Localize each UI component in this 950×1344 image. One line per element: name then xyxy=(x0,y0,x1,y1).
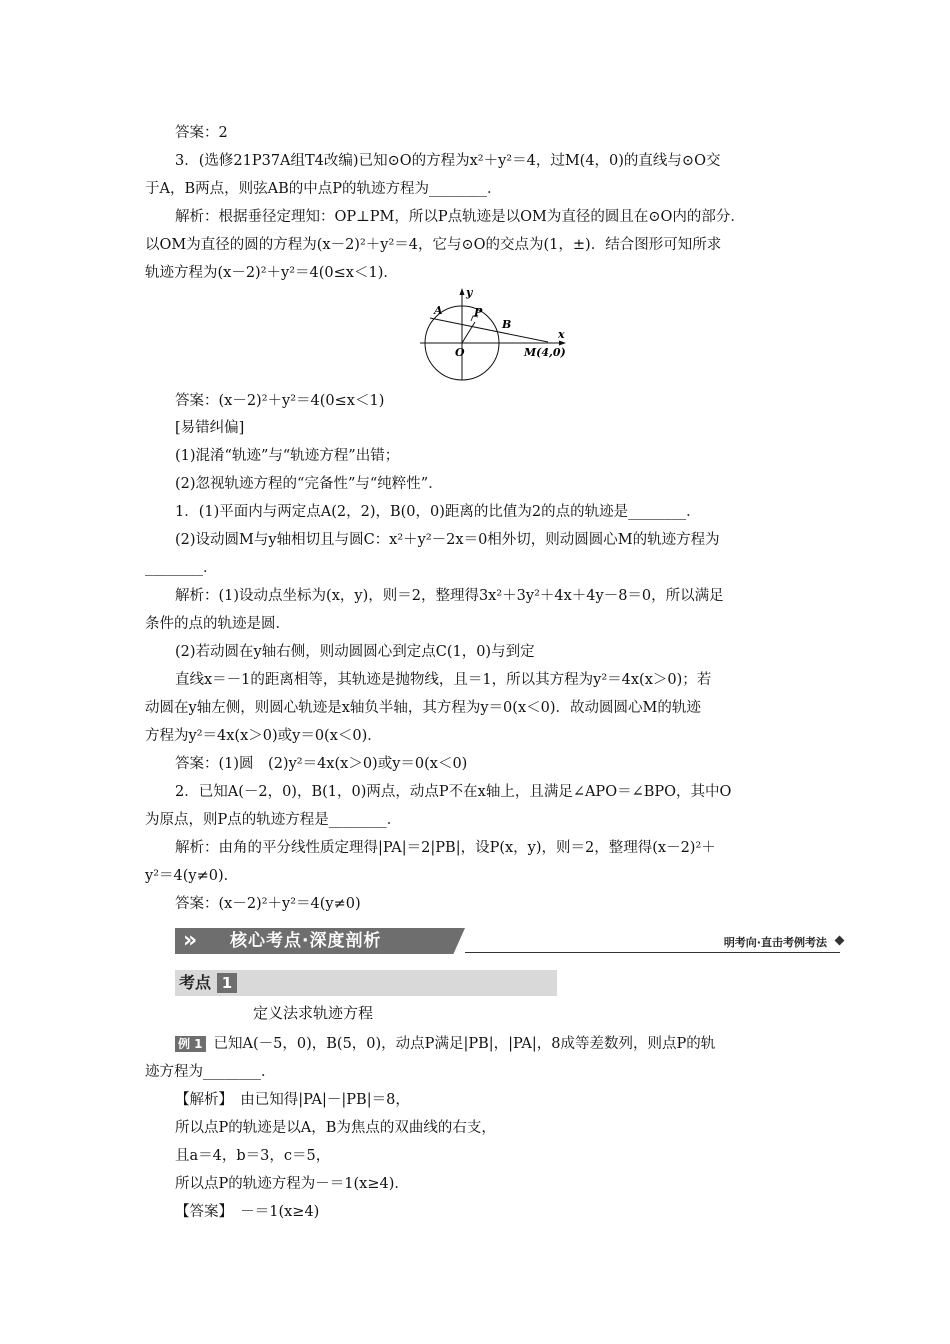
error-point-2: (2)忽视轨迹方程的“完备性”与“纯粹性”． xyxy=(175,476,443,492)
banner-title: 核心考点·深度剖析 xyxy=(230,931,382,951)
example-1-solution-4: 所以点P的轨迹方程为－＝1(x≥4)． xyxy=(175,1176,409,1192)
y-axis-arrow xyxy=(460,288,465,295)
label-y: y xyxy=(466,286,473,299)
problem-e1-part-1: 1．(1)平面内与两定点A(2，2)，B(0，0)距离的比值为2的点的轨迹是________． xyxy=(175,504,701,520)
label-a: A xyxy=(434,304,443,317)
problem-e1-part-2: (2)设动圆M与y轴相切且与圆C：x²＋y²－2x＝0相外切，则动圆圆心M的轨迹方程为 xyxy=(175,532,720,548)
circle-trajectory-figure xyxy=(418,286,568,382)
banner-rule xyxy=(465,952,840,953)
double-chevron-icon: » xyxy=(183,928,198,953)
label-x: x xyxy=(558,328,565,341)
example-badge: 例 1 xyxy=(175,1036,206,1052)
label-m: M(4,0) xyxy=(524,346,566,359)
x-axis-arrow xyxy=(559,341,566,346)
solution-e1-line-3: (2)若动圆在y轴右侧，则动圆圆心到定点C(1，0)与到定 xyxy=(175,644,535,660)
section-heading-errors: [易错纠偏] xyxy=(175,420,245,436)
answer-line: 答案：2 xyxy=(175,125,228,141)
example-1-solution-1: 【解析】 由已知得|PA|－|PB|＝8， xyxy=(175,1092,410,1108)
topic-header xyxy=(175,970,557,996)
label-p: P xyxy=(474,306,483,319)
banner-subtitle: 明考向·直击考例考法 xyxy=(723,936,827,949)
example-1-solution-3: 且a＝4，b＝3，c＝5， xyxy=(175,1148,331,1164)
solution-e1-line-6: 方程为y²＝4x(x＞0)或y＝0(x＜0)． xyxy=(145,728,382,744)
label-b: B xyxy=(502,318,512,331)
label-o: O xyxy=(455,346,465,359)
example-1-line-2: 迹方程为________． xyxy=(145,1064,276,1080)
answer-e2: 答案：(x－2)²＋y²＝4(y≠0) xyxy=(175,896,361,912)
topic-number: 1 xyxy=(217,973,237,993)
error-point-1: (1)混淆“轨迹”与“轨迹方程”出错； xyxy=(175,448,400,464)
problem-e1-blank: ________． xyxy=(145,560,218,576)
solution-3-line-2: 以OM为直径的圆的方程为(x－2)²＋y²＝4，它与⊙O的交点为(1，±)．结合图形可知所求 xyxy=(145,237,722,253)
problem-e2-line-1: 2．已知A(－2，0)，B(1，0)两点，动点P不在x轴上，且满足∠APO＝∠BPO，其中O xyxy=(175,784,732,800)
solution-e1-line-4: 直线x＝－1的距离相等，其轨迹是抛物线，且＝1，所以其方程为y²＝4x(x＞0)；若 xyxy=(175,672,712,688)
answer-e1: 答案：(1)圆 (2)y²＝4x(x＞0)或y＝0(x＜0) xyxy=(175,756,468,772)
topic-label: 考点 xyxy=(179,973,212,992)
answer-3: 答案：(x－2)²＋y²＝4(0≤x＜1) xyxy=(175,393,385,409)
section-banner xyxy=(175,926,845,958)
problem-e2-line-2: 为原点，则P点的轨迹方程是________． xyxy=(145,812,402,828)
solution-3-line-1: 解析：根据垂径定理知：OP⊥PM，所以P点轨迹是以OM为直径的圆且在⊙O内的部分． xyxy=(175,209,745,225)
problem-3-line-2: 于A，B两点，则弦AB的中点P的轨迹方程为________． xyxy=(145,181,502,197)
topic-title: 定义法求轨迹方程 xyxy=(253,1004,374,1022)
solution-3-line-3: 轨迹方程为(x－2)²＋y²＝4(0≤x＜1)． xyxy=(145,265,398,281)
solution-e1-line-1: 解析：(1)设动点坐标为(x，y)，则＝2，整理得3x²＋3y²＋4x＋4y－8＝0，所以满足 xyxy=(175,588,724,604)
secant-line xyxy=(430,318,548,342)
solution-e1-line-5: 动圆在y轴左侧，则圆心轨迹是x轴负半轴，其方程为y＝0(x＜0)．故动圆圆心M的轨迹 xyxy=(145,700,701,716)
solution-e1-line-2: 条件的点的轨迹是圆． xyxy=(145,616,290,632)
example-1-answer: 【答案】 －＝1(x≥4) xyxy=(175,1204,320,1220)
solution-e2-line-1: 解析：由角的平分线性质定理得|PA|＝2|PB|，设P(x，y)，则＝2，整理得(x－2)²＋ xyxy=(175,840,716,856)
example-1-solution-2: 所以点P的轨迹是以A，B为焦点的双曲线的右支， xyxy=(175,1120,496,1136)
example-1-text: 已知A(－5，0)，B(5，0)，动点P满足|PB|，|PA|，8成等差数列，则点P的轨 xyxy=(213,1036,716,1052)
example-1-line-1 xyxy=(175,1034,840,1054)
solution-e2-line-2: y²＝4(y≠0)． xyxy=(145,868,239,884)
diamond-icon xyxy=(835,936,845,946)
problem-3-line-1: 3．(选修21P37A组T4改编)已知⊙O的方程为x²＋y²＝4，过M(4，0)的直线与⊙O交 xyxy=(175,153,721,169)
